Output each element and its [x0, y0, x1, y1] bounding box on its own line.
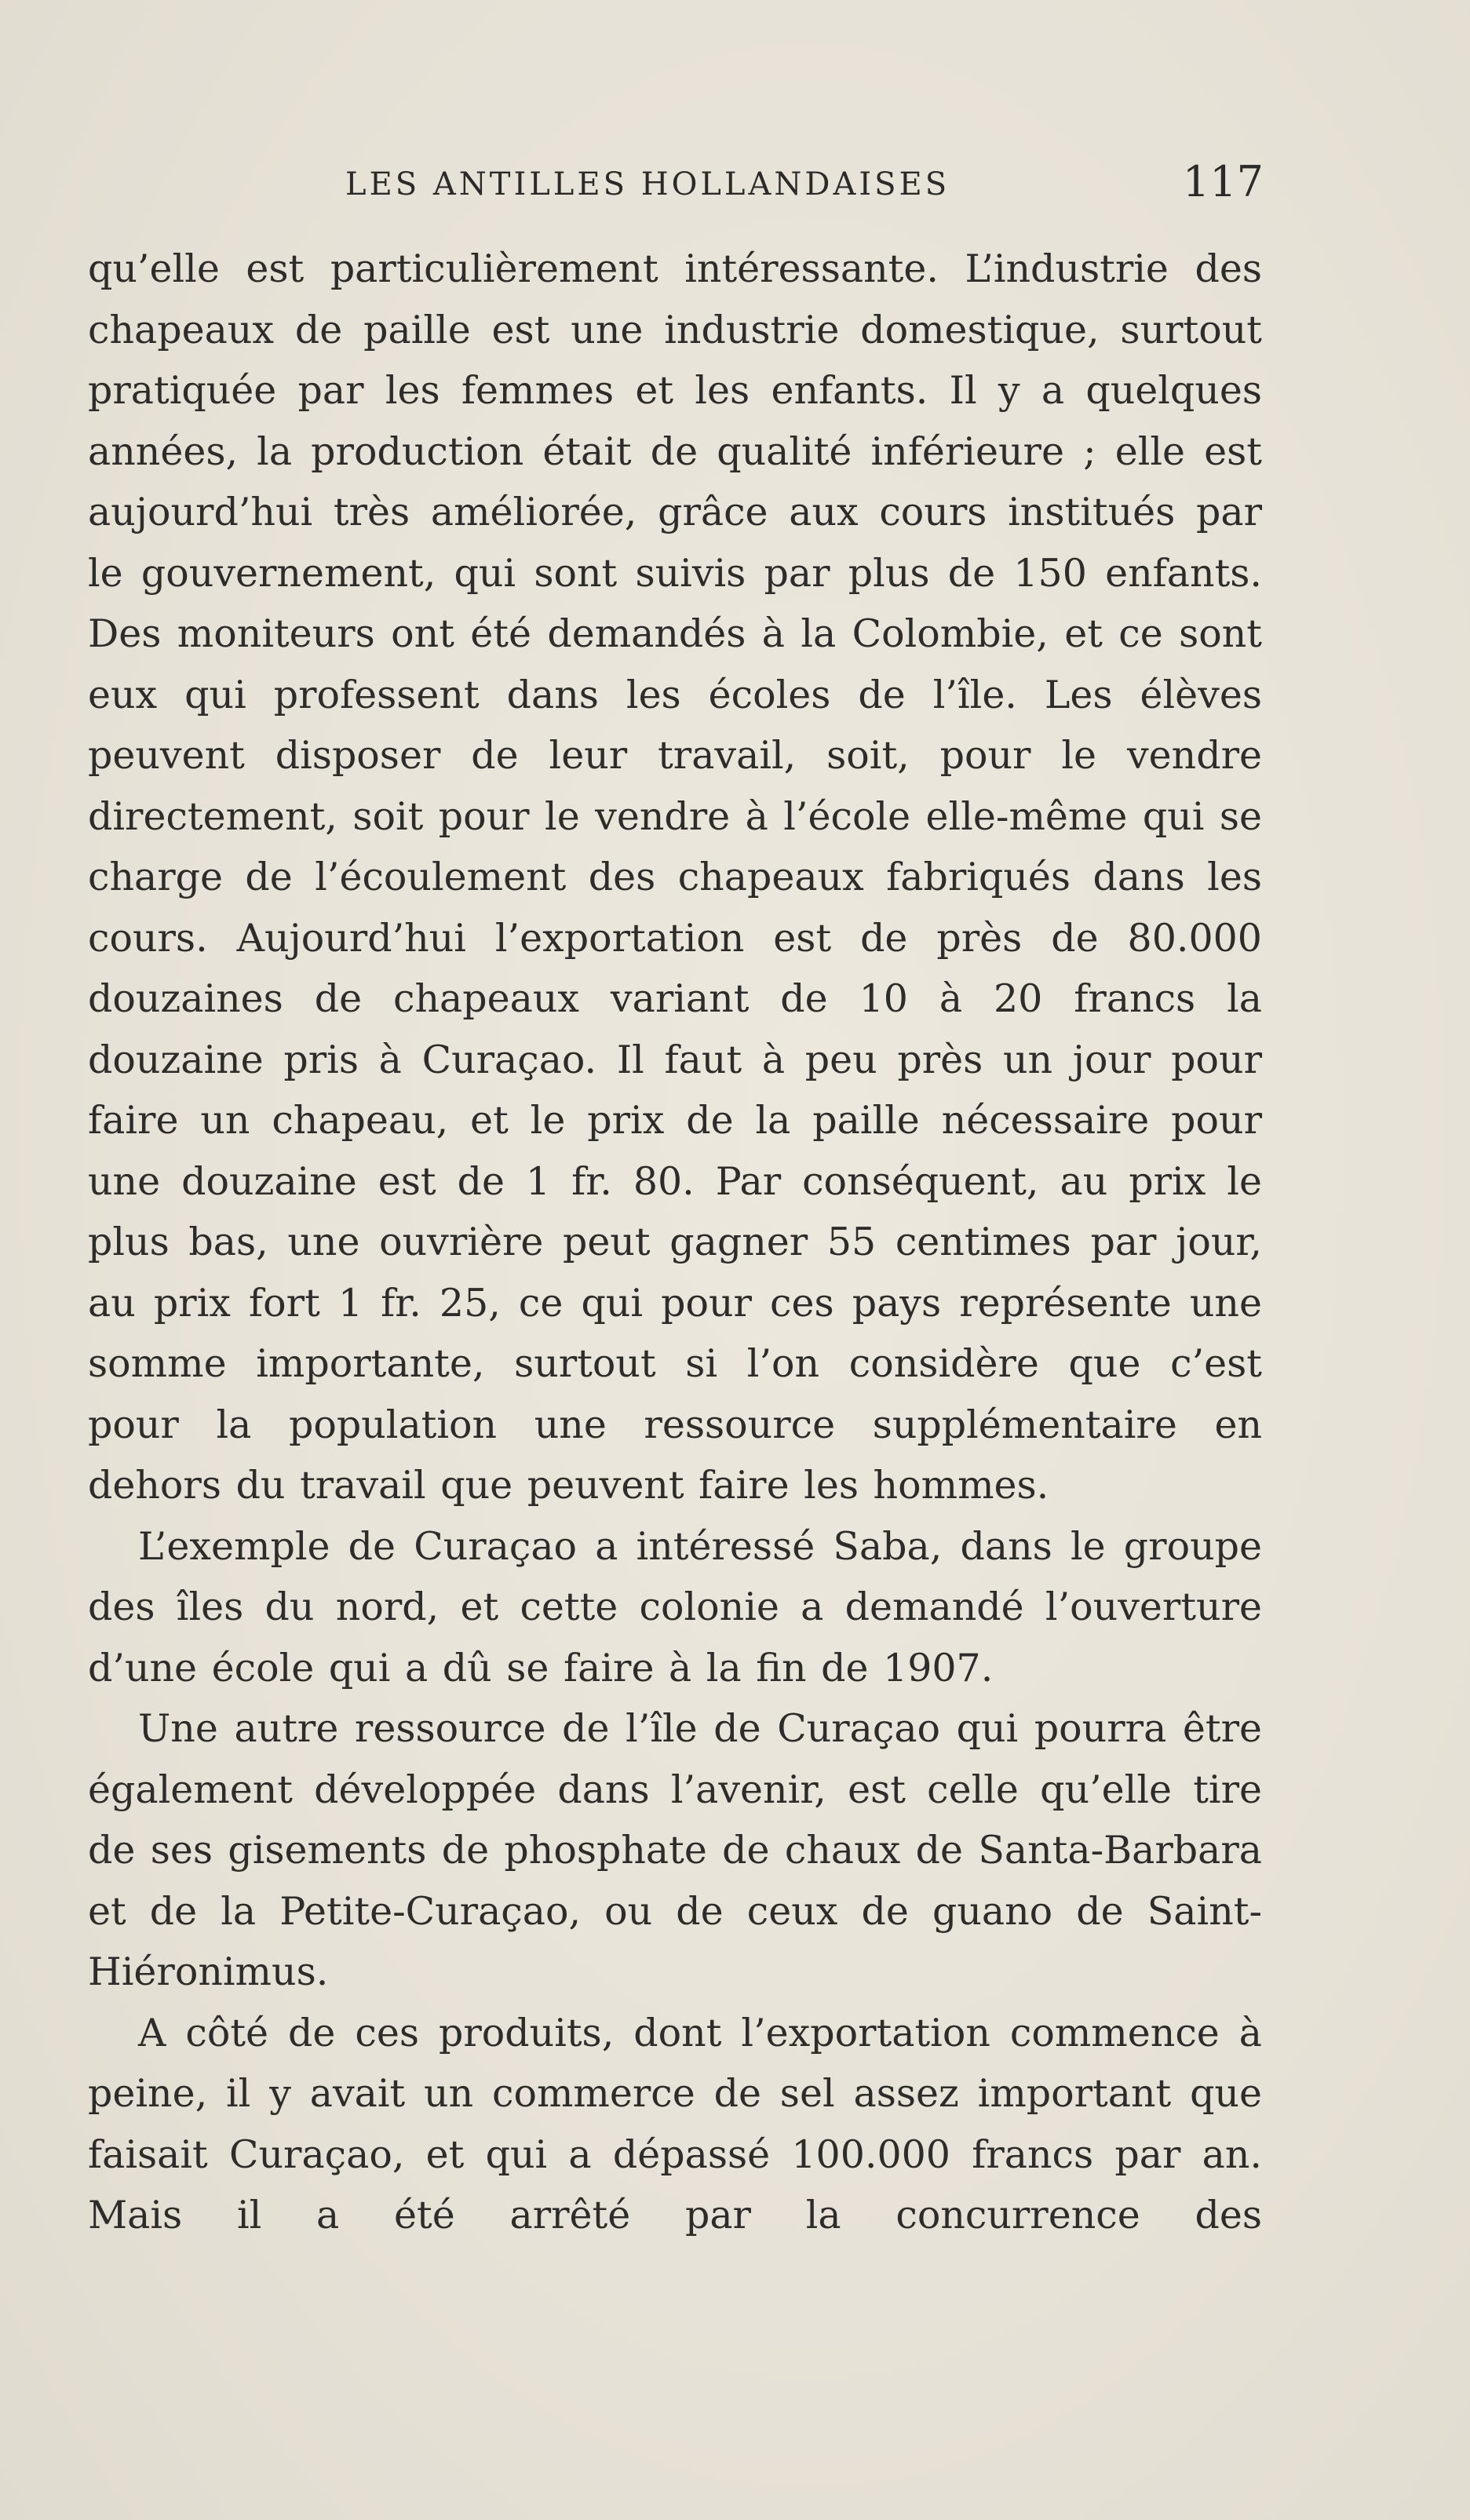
paragraph-saba-school: L’exemple de Curaçao a intéressé Saba, dans le groupe des îles du nord, et cette colonie a demandé l’ouverture d’une école qui a dû se faire à la fin de 1907.: [88, 1523, 1262, 1690]
body-text: [88, 239, 1262, 2246]
paragraph-phosphate-guano: Une autre ressource de l’île de Curaçao qui pourra être également développée dans l’avenir, est celle qu’elle tire de ses gisements de phosphate de chaux de Santa-Barbara et de la Petite-Curaçao, ou de ceux de guano de Saint-Hiéronimus.: [88, 1706, 1262, 1994]
paragraph-salt-trade: A côté de ces produits, dont l’exportation commence à peine, il y avait un commerce de sel assez important que faisait Curaçao, et qui a dépassé 100.000 francs par an. Mais il a été arrêté par la concurrence des: [88, 2010, 1262, 2237]
page-header: [345, 157, 1264, 212]
paragraph-straw-hat-industry: qu’elle est particulièrement intéressante. L’industrie des chapeaux de paille est une industrie domestique, surtout pratiquée par les femmes et les enfants. Il y a quelques années, la production était de qualité inférieure ; elle est aujourd’hui très améliorée, grâce aux cours institués par le gouvernement, qui sont suivis par plus de 150 enfants. Des moniteurs ont été demandés à la Colombie, et ce sont eux qui professent dans les écoles de l’île. Les élèves peuvent disposer de leur travail, soit, pour le vendre directement, soit pour le vendre à l’école elle-même qui se charge de l’écoulement des chapeaux fabriqués dans les cours. Aujourd’hui l’exportation est de près de 80.000 douzaines de chapeaux variant de 10 à 20 francs la douzaine pris à Curaçao. Il faut à peu près un jour pour faire un chapeau, et le prix de la paille nécessaire pour une douzaine est de 1 fr. 80. Par conséquent, au prix le plus bas, une ouvrière peut gagner 55 centimes par jour, au prix fort 1 fr. 25, ce qui pour ces pays représente une somme importante, surtout si l’on considère que c’est pour la population une ressource supplémentaire en dehors du travail que peuvent faire les hommes.: [88, 246, 1262, 1508]
page-number: 117: [1182, 157, 1264, 206]
running-title: LES ANTILLES HOLLANDAISES: [345, 166, 950, 202]
